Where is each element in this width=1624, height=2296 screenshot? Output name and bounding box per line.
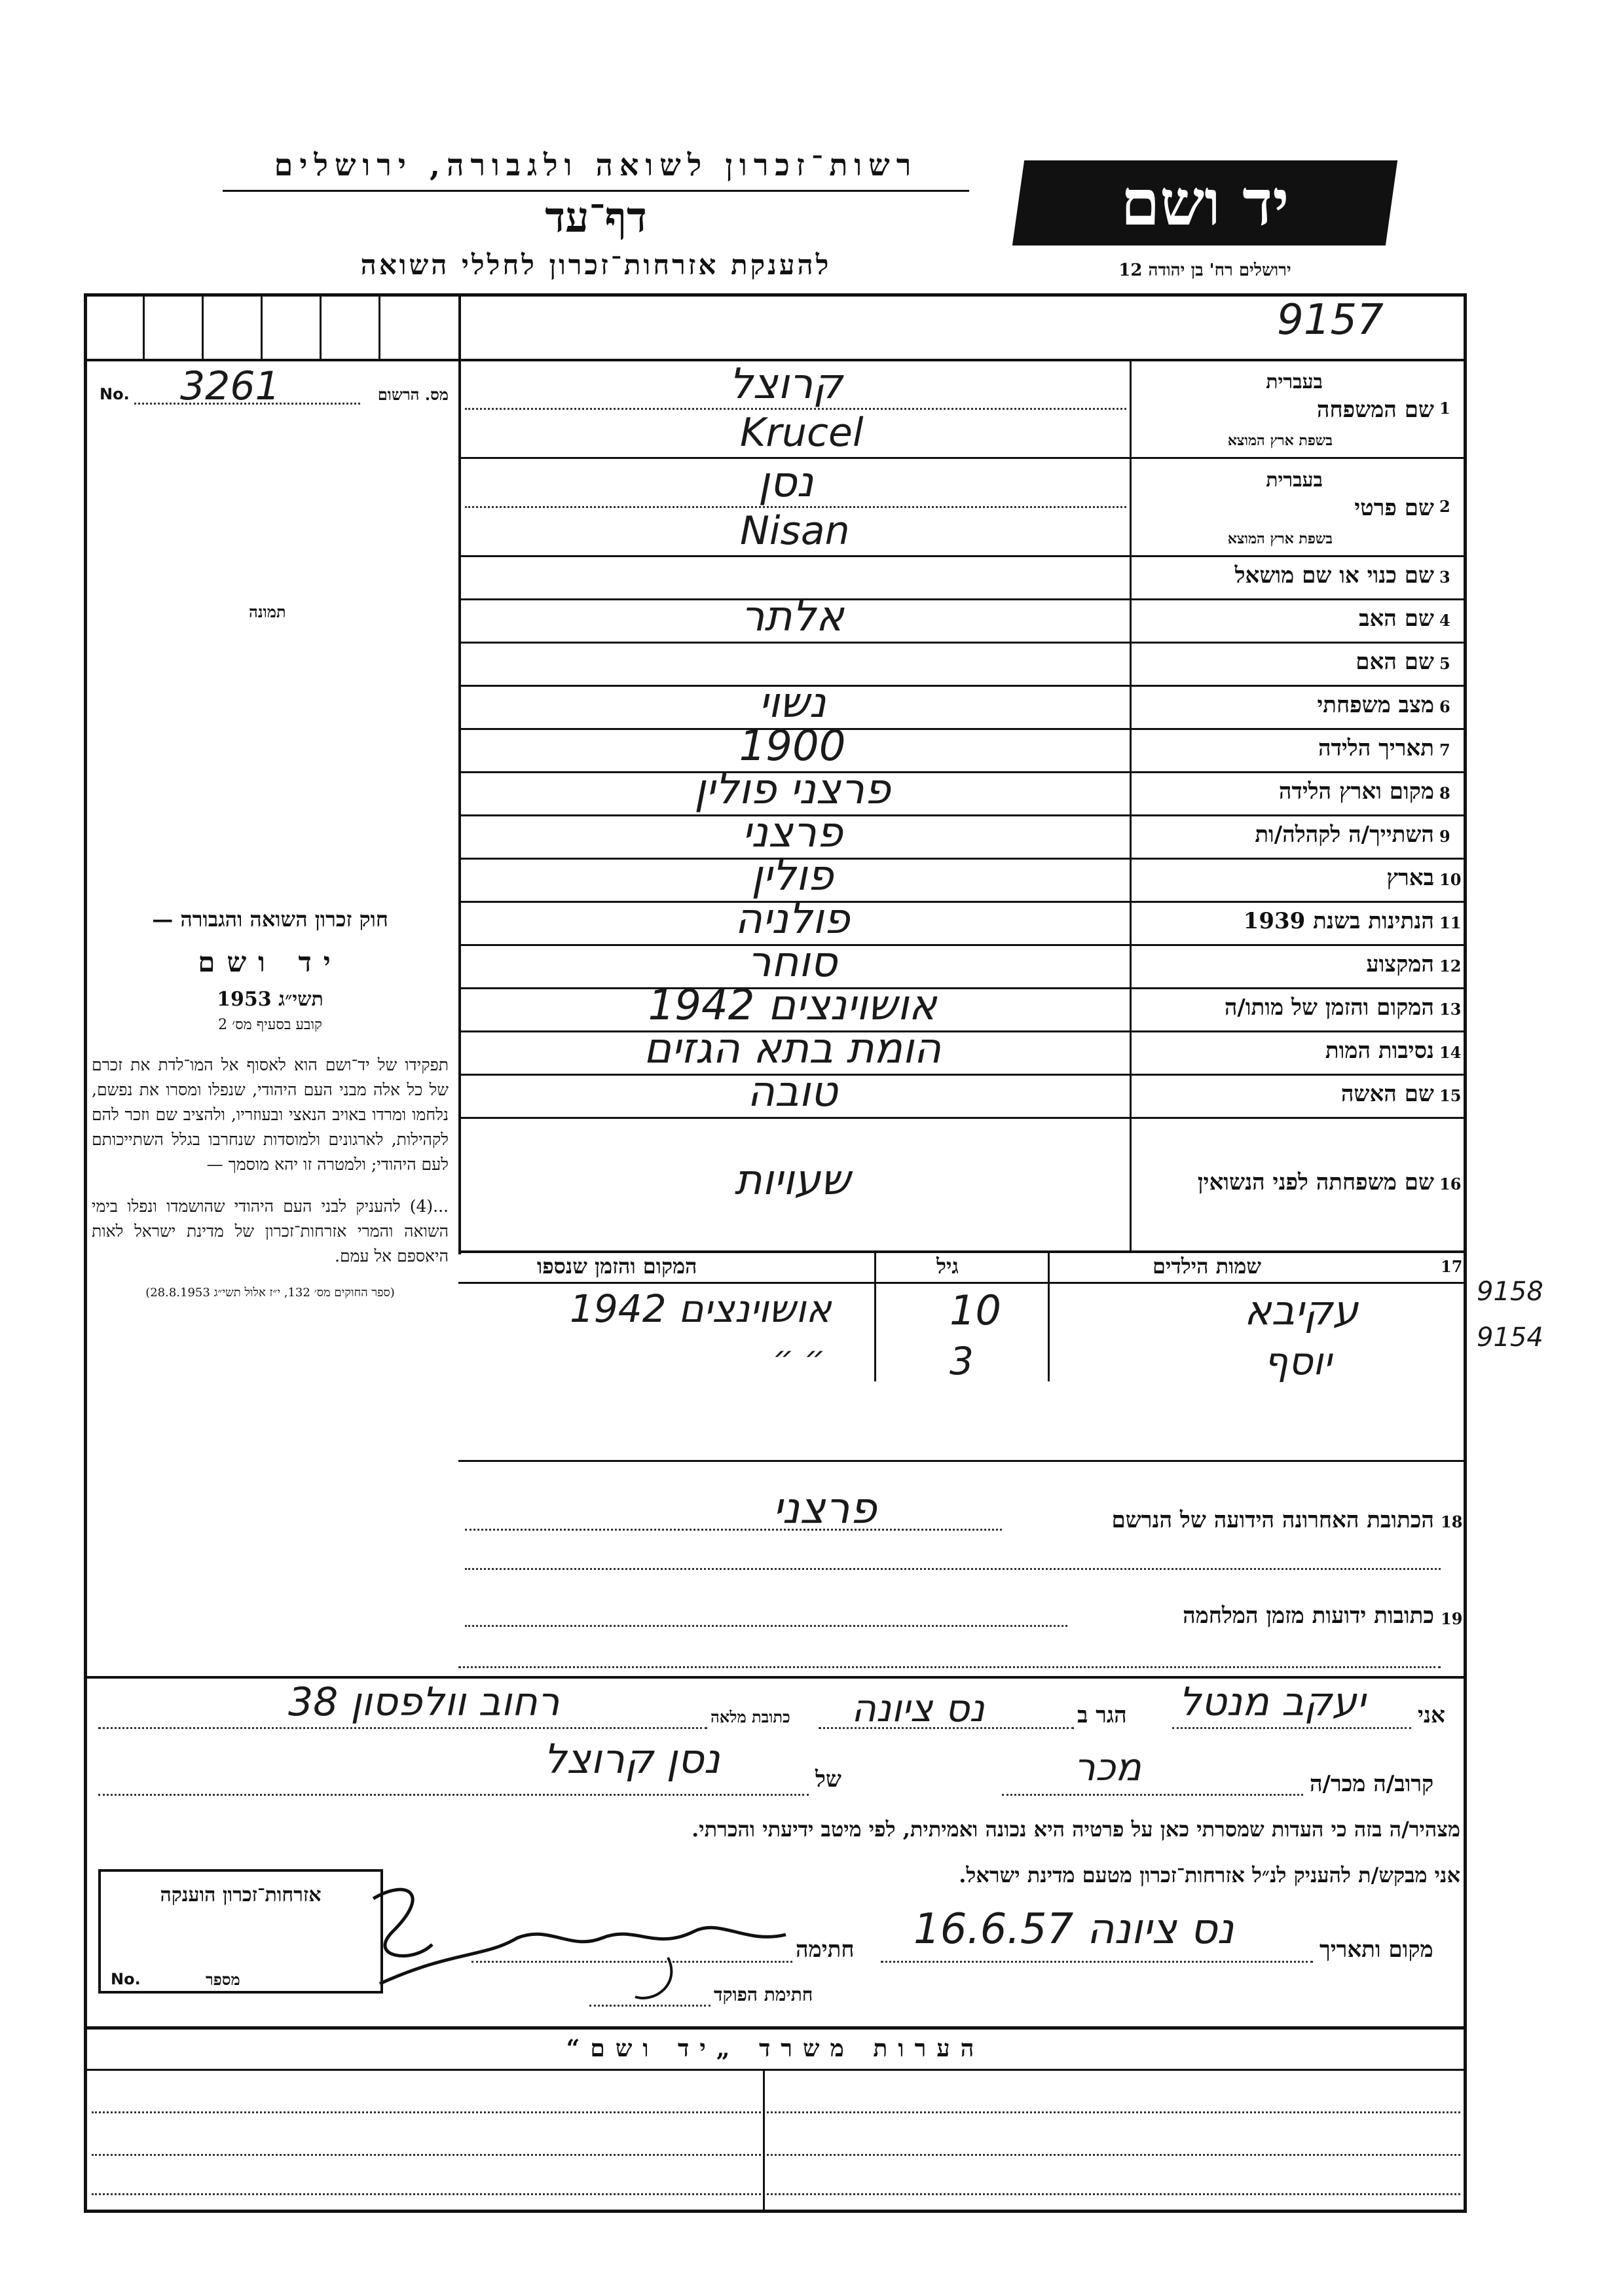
- remarks-top-rule: [84, 2026, 1467, 2030]
- stamp-box-number-label: מספר: [206, 1970, 240, 1989]
- last-address-dots-2: [465, 1568, 1441, 1570]
- origin-language-tag: בשפת ארץ המוצא: [1227, 530, 1333, 547]
- field-label: שם המשפחה: [1316, 397, 1434, 423]
- sheet-number: 9157: [1277, 296, 1384, 344]
- field-value: שעויות: [734, 1156, 851, 1205]
- field-number-17: 17: [1441, 1257, 1463, 1276]
- field-number-1: 1: [1439, 399, 1450, 418]
- last-address-dots: [465, 1529, 1002, 1531]
- field-label: שם פרטי: [1354, 495, 1434, 521]
- signature-label: חתימה: [796, 1937, 855, 1963]
- field-number-13: 13: [1439, 1000, 1462, 1019]
- child-place-time: ״ ״: [773, 1339, 826, 1377]
- field-label: מצב משפחתי: [1317, 692, 1434, 718]
- top-strip-tick: [143, 293, 145, 359]
- law-sidebar: [92, 907, 449, 1300]
- relative-dots: [1002, 1794, 1303, 1796]
- registration-no-label: No.: [100, 385, 130, 403]
- children-place-header: המקום והזמן שנספו: [537, 1254, 697, 1279]
- place-date-value: נס ציונה 16.6.57: [913, 1905, 1234, 1954]
- declaration-i-label: אני: [1418, 1702, 1445, 1728]
- law-org: יד ושם: [198, 946, 342, 978]
- stamp-box-no: No.: [111, 1970, 141, 1988]
- field-value: נסן: [758, 458, 814, 507]
- place-date-dots: [881, 1961, 1313, 1963]
- registration-label: מס. הרשום: [377, 385, 449, 404]
- wartime-addresses-dots: [465, 1625, 1067, 1627]
- top-strip-tick: [320, 293, 322, 359]
- field-label: שם משפחתה לפני הנשואין: [1197, 1169, 1434, 1195]
- field-label: בארץ: [1386, 865, 1434, 891]
- hebrew-tag: בעברית: [1266, 371, 1323, 393]
- resides-value: נס ציונה: [851, 1686, 985, 1730]
- relative-value: מכר: [1074, 1745, 1141, 1789]
- field-number-7: 7: [1439, 740, 1450, 759]
- officer-label: חתימת הפוקד: [714, 1984, 813, 2005]
- remarks-header-rule: [84, 2069, 1467, 2071]
- field-value: קרוצל: [729, 360, 843, 409]
- page-subtitle: להענקת אזרחות־זכרון לחללי השואה: [360, 249, 832, 281]
- field-label: השתייך/ה לקהלה/ות: [1255, 822, 1434, 848]
- resides-label: הגר ב: [1077, 1702, 1127, 1728]
- field-number-8: 8: [1439, 784, 1450, 803]
- children-divider: [1048, 1250, 1050, 1381]
- field-number-9: 9: [1439, 827, 1450, 846]
- declaration-request: אני מבקש/ת להעניק לנ״ל אזרחות־זכרון מטעם מדינת ישראל.: [959, 1863, 1460, 1887]
- field-number-19: 19: [1441, 1609, 1463, 1628]
- children-names-header: שמות הילדים: [1153, 1254, 1261, 1279]
- field-rule: [458, 642, 1467, 644]
- photo-label: תמונה: [249, 602, 286, 621]
- wartime-addresses-label: כתובות ידועות מזמן המלחמה: [1183, 1603, 1434, 1629]
- field-value: פרצני: [742, 809, 843, 857]
- header-rule: [223, 190, 969, 192]
- field-value: נשוי: [758, 679, 826, 727]
- children-top-rule: [458, 1250, 1467, 1253]
- hebrew-tag: בעברית: [1266, 469, 1323, 492]
- officer-dots: [589, 2005, 710, 2007]
- of-label: של: [815, 1766, 841, 1793]
- field-number-10: 10: [1439, 870, 1462, 889]
- field-value: אלתר: [741, 592, 844, 641]
- law-clause-ref: קובע בסעיף מס׳ 2: [218, 1017, 322, 1033]
- witness-name: יעקב מנטל: [1179, 1679, 1366, 1725]
- remarks-divider: [763, 2069, 765, 2212]
- field-label: נסיבות המות: [1325, 1038, 1434, 1064]
- full-address-value: רחוב וולפסון 38: [288, 1679, 560, 1725]
- full-address-dots: [98, 1727, 707, 1729]
- full-address-label: כתובת מלאה: [710, 1707, 790, 1726]
- field-value: 1900: [739, 722, 846, 771]
- law-paragraph-2: ...(4) להעניק לבני העם היהודי שהושמדו ונפלו בימי השואה והמרי אזרחות־זכרון של מדינת ישראל לאות היאספם אל עמם.: [92, 1197, 449, 1266]
- field-value: פולין: [751, 852, 834, 900]
- last-address-value: פרצני: [773, 1483, 877, 1533]
- field-rule: [458, 457, 1467, 459]
- law-paragraph-1: תפקידו של יד־ושם הוא לאסוף אל המו־לדת את זכרם של כל אלה מבני העם היהודי, שנפלו ומסרו את נפשם, נלחמו ומרדו באויב הנאצי ובעוזריו, ולהציב שם וזכר להם לקהילות, לארגונים ולמוסדות שנחרבו בגלל השתייכותם לעם היהודי; ולמטרה זו יהא מוסמך —: [92, 1055, 449, 1174]
- field-value: סוחר: [747, 938, 838, 987]
- field-number-18: 18: [1441, 1512, 1463, 1531]
- logo-text: יד ושם: [1120, 166, 1289, 240]
- declaration-statement: מצהיר/ה בזה כי העדות שמסרתי כאן על פרטיה היא נכונה ואמיתית, לפי מיטב ידיעתי והכרתי.: [692, 1817, 1460, 1842]
- remarks-dots: [92, 2193, 1460, 2195]
- field-number-3: 3: [1439, 568, 1450, 587]
- field-number-12: 12: [1439, 957, 1462, 975]
- field-label: שם האב: [1359, 606, 1434, 632]
- field-number-16: 16: [1439, 1175, 1462, 1194]
- witness-name-dots: [1172, 1727, 1411, 1729]
- law-title: חוק זכרון השואה והגבורה —: [152, 907, 388, 932]
- top-strip-tick: [202, 293, 204, 359]
- field-label: מקום וארץ הלידה: [1278, 778, 1434, 805]
- field-number-4: 4: [1439, 611, 1450, 630]
- authority-title: רשות־זכרון לשואה ולגבורה, ירושלים: [274, 147, 918, 183]
- field-label: המקום והזמן של מותו/ה: [1224, 994, 1434, 1021]
- page-title: דף־עד: [545, 193, 647, 242]
- of-dots: [98, 1794, 809, 1796]
- field-value: טובה: [747, 1068, 838, 1116]
- field-number-15: 15: [1439, 1086, 1462, 1105]
- field-value-latin: Nisan: [740, 508, 850, 554]
- last-address-label: הכתובת האחרונה הידועה של הנרשם: [1111, 1507, 1434, 1533]
- child-age: 3: [950, 1339, 974, 1383]
- field-label: תאריך הלידה: [1318, 735, 1434, 761]
- children-divider: [874, 1250, 876, 1381]
- field-number-6: 6: [1439, 697, 1450, 716]
- children-header-rule: [458, 1282, 1467, 1284]
- field-value: פרצני פולין: [694, 765, 891, 814]
- logo-address: ירושלים רח' בן יהודה 12: [1118, 261, 1291, 280]
- child-age: 10: [950, 1286, 1001, 1334]
- children-age-header: גיל: [936, 1254, 959, 1279]
- declaration-top-rule: [84, 1676, 1467, 1679]
- child-place-time: אושוינצים 1942: [570, 1286, 832, 1331]
- left-column-border: [458, 293, 461, 1254]
- field-number-2: 2: [1439, 497, 1450, 516]
- field-number-14: 14: [1439, 1043, 1462, 1062]
- remarks-title: הערות משרד „יד ושם“: [566, 2035, 985, 2062]
- field-value: אושוינצים 1942: [648, 981, 937, 1030]
- child-name: עקיבא: [1244, 1286, 1358, 1334]
- law-year: תשי״ג 1953: [217, 988, 323, 1011]
- field-value-latin: Krucel: [740, 410, 864, 456]
- section-18-rule: [458, 1460, 1467, 1462]
- child-side-number: 9158: [1477, 1277, 1543, 1307]
- registration-value: 3261: [180, 363, 280, 409]
- field-label: שם האם: [1356, 649, 1434, 675]
- field-number-5: 5: [1439, 654, 1450, 673]
- field-number-11: 11: [1439, 913, 1462, 932]
- top-strip-tick: [378, 293, 380, 359]
- remarks-dots: [92, 2111, 1460, 2113]
- yad-vashem-logo: [1012, 160, 1397, 246]
- child-name: יוסף: [1264, 1339, 1332, 1383]
- origin-language-tag: בשפת ארץ המוצא: [1227, 432, 1333, 449]
- field-label: שם האשה: [1340, 1081, 1434, 1107]
- place-date-label: מקום ותאריך: [1320, 1937, 1433, 1963]
- stamp-box: [98, 1869, 383, 1994]
- field-label: המקצוע: [1366, 951, 1434, 977]
- remarks-dots: [92, 2154, 1460, 2156]
- of-value: נסן קרוצל: [544, 1735, 720, 1783]
- field-rule: [458, 1117, 1467, 1119]
- top-strip-tick: [261, 293, 263, 359]
- stamp-box-title: אזרחות־זכרון הוענקה: [160, 1884, 322, 1906]
- field-label: הנתינות בשנת 1939: [1243, 908, 1434, 934]
- field-label: שם כנוי או שם מושאל: [1234, 562, 1434, 589]
- relative-label: קרוב/ה מכר/ה: [1310, 1771, 1434, 1797]
- field-rule: [458, 555, 1467, 557]
- child-side-number: 9154: [1477, 1322, 1543, 1353]
- field-value: פולניה: [735, 895, 850, 943]
- wartime-addresses-dots-2: [458, 1666, 1441, 1668]
- law-citation: (ספר החוקים מס׳ 132, י״ז אלול תשי״ג 28.8.1953): [145, 1286, 395, 1300]
- field-value: הומת בתא הגזים: [643, 1025, 942, 1073]
